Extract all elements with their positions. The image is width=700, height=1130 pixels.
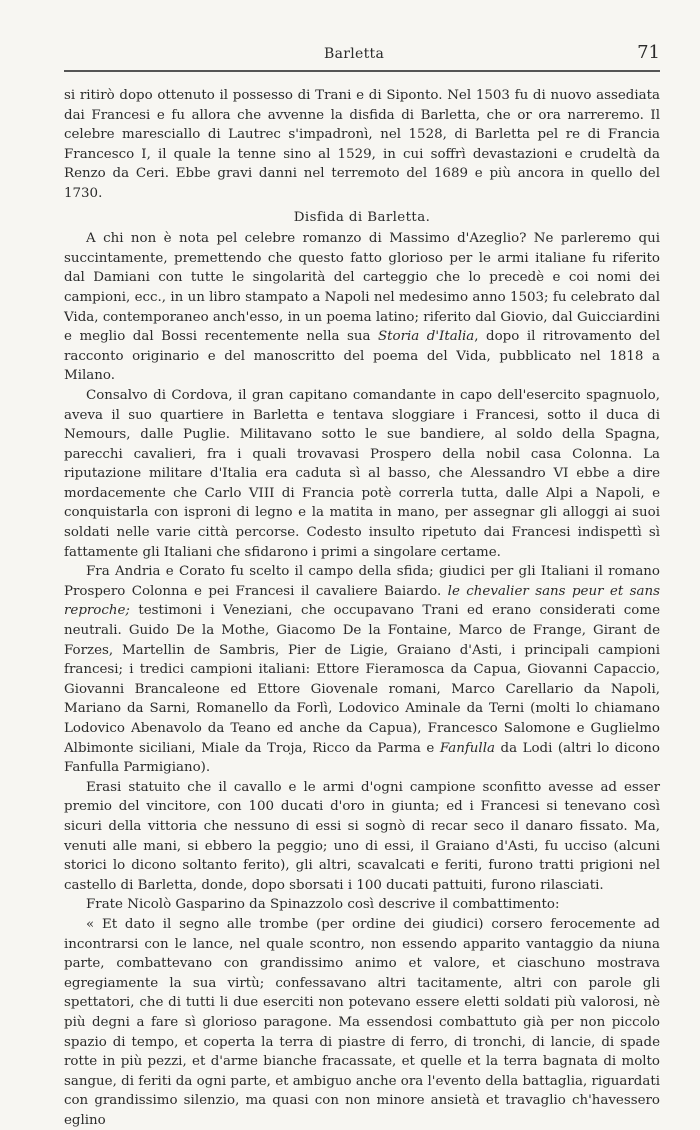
running-header [64,40,660,70]
paragraph-5-text: Erasi statuito che il cavallo e le armi d'ogni campione sconfitto avesse ad esser premio del vincitore, con 100 ducati d'oro in giunta; ed i Francesi si tenevano così sicuri della vittoria che nessuno di essi si sognò di recar seco il danaro fissato. Ma, venuti alle mani, si ebbero la peggio; uno di essi, il Graiano d'Asti, fu ucciso (alcuni storici lo dicono soltanto ferito), gli altri, scavalcati e feriti, furono tratti prigioni nel castello di Barletta, donde, dopo sborsati i 100 ducati pattuiti, furono rilasciati. [64,779,660,893]
header-rule [64,70,660,72]
page-number: 71 [637,42,660,63]
paragraph-2-end: , dopo il ritrovamento del racconto originario e del manoscritto del poema del Vida, pubblicato nel 1818 a Milano. [64,329,660,384]
paragraph-4-start: Fra Andria e Corato fu scelto il campo della sfida; giudici per gli Italiani il romano Prospero Colonna e pei Francesi il cavaliere Baiardo. [64,564,660,599]
section-title: Disfida di Barletta. [293,209,431,225]
paragraph-3-text: Consalvo di Cordova, il gran capitano comandante in capo dell'esercito spagnuolo, aveva il suo quartiere in Barletta e tentava sloggiare i Francesi, sotto il duca di Nemours, dalle Puglie. Militavano sotto le sue bandiere, al soldo della Spagna, parecchi cavalieri, fra i quali trovavasi Prospero della nobil casa Colonna. La riputazione militare d'Italia era caduta sì al basso, che Alessandro VI ebbe a dire mordacemente che Carlo VIII di Francia potè correrla tutta, dalle Alpi a Napoli, e conquistarla con isproni di legno e la matita in mano, per assegnar gli alloggi ai suoi soldati nelle varie città percorse. Codesto insulto ripetuto dai Francesi indispettì sì fattamente gli Italiani che sfidarono i primi a singolare certame. [64,387,660,560]
running-title: Barletta [324,46,385,62]
page-body [64,86,660,1130]
paragraph-7-text: « Et dato il segno alle trombe (per ordine dei giudici) corsero ferocemente ad incontrarsi con le lance, nel quale scontro, non essendo apparito vantaggio da niuna parte, combattevano con grandissimo animo et valore, et ciaschuno mostrava egregiamente la sua virtù; confessavano altri tacitamente, altri con parole gli spettatori, che di tutti li due eserciti non potevano essere eletti soldati più valorosi, nè più degni a fare sì glorioso paragone. Ma essendosi combattuto già per non piccolo spazio di tempo, et coperta la terra di piastre di ferro, di tronchi, di lancie, di spade rotte in più pezzi, et d'arme bianche fracassate, et quelle et la terra bagnata di molto sangue, di feriti da ogni parte, et ambiguo anche ora l'evento della battaglia, riguardati con grandissimo silenzio, ma quasi con non minore ansietà et travaglio ch'havessero eglino [64,916,660,1128]
paragraph-4 [64,562,660,778]
paragraph-2 [64,229,660,386]
paragraph-4-end: da Lodi (altri lo dicono Fanfulla Parmigiano). [64,740,660,776]
paragraph-5 [64,778,660,896]
paragraph-4-mid: testimoni i Veneziani, che occupavano Trani ed erano considerati come neutrali. Guido De la Mothe, Giacomo De la Fontaine, Marco de Frange, Girant de Forzes, Martellin de Sambris, Pier de Ligie, Graiano d'Asti, i principali campioni francesi; i tredici campioni italiani: Ettore Fieramosca da Capua, Giovanni Capaccio, Giovanni Brancaleone ed Ettore Giovenale romani, Marco Carellario da Napoli, Mariano da Sarni, Romanello da Forlì, Lodovico Aminale da Terni (molti lo chiamano Lodovico Abenavolo da Teano ed anche da Capua), Francesco Salomone e Guglielmo Albimonte siciliani, Miale da Troja, Ricco da Parma e [64,603,660,756]
paragraph-1-text: si ritirò dopo ottenuto il possesso di Trani e di Siponto. Nel 1503 fu di nuovo assediata dai Francesi e fu allora che avvenne la disfida di Barletta, che or ora narreremo. Il celebre maresciallo di Lautrec s'impadronì, nel 1528, di Barletta pel re di Francia Francesco I, il quale la tenne sino al 1529, in cui soffrì devastazioni e crudeltà da Renzo da Ceri. Ebbe gravi danni nel terremoto del 1689 e più ancora in quello del 1730. [64,88,660,201]
paragraph-7-quote [64,915,660,1130]
paragraph-2-text: A chi non è nota pel celebre romanzo di Massimo d'Azeglio? Ne parleremo qui succintamente, premettendo che questo fatto glorioso per le armi italiane fu riferito dal Damiani con tutte le singolarità del carteggio che lo precedè e coi nomi dei campioni, ecc., in un libro stampato a Napoli nel medesimo anno 1503; fu celebrato dal Vida, contemporaneo anch'esso, in un poema latino; riferito dal Giovio, dal Guicciardini e meglio dal Bossi recentemente nella sua [64,231,660,345]
italic-chevalier: le chevalier sans peur et sans reproche; [64,583,660,619]
paragraph-3 [64,386,660,562]
paragraph-1 [64,86,660,204]
paragraph-6 [64,895,660,915]
italic-title-storia: Storia d'Italia [377,329,475,345]
paragraph-6-text: Frate Nicolò Gasparino da Spinazzolo così descrive il combattimento: [86,897,560,913]
italic-fanfulla: Fanfulla [439,740,495,756]
